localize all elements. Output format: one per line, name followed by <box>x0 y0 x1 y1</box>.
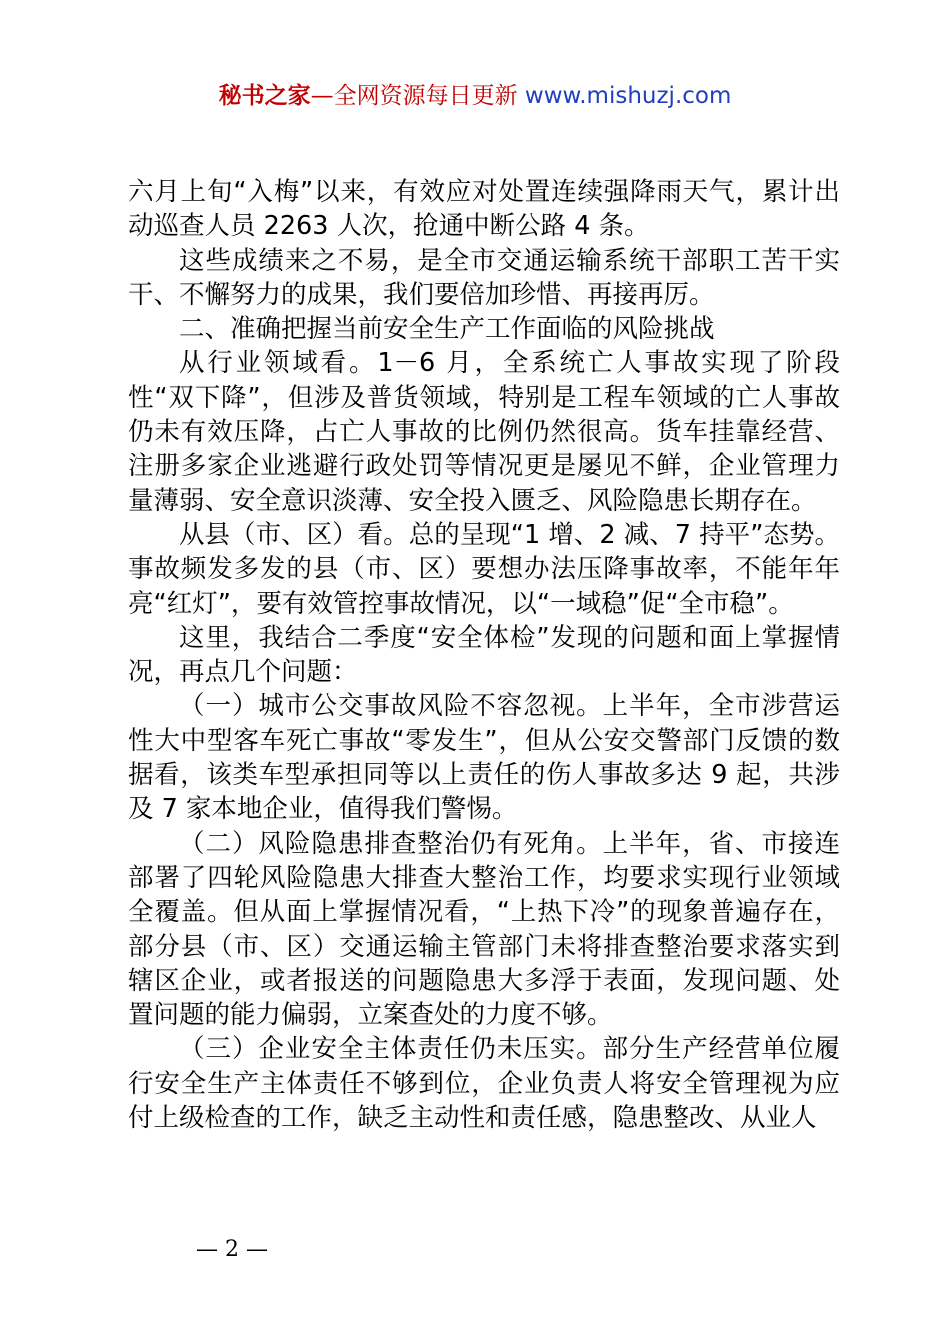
site-brand: 秘书之家 <box>218 83 311 109</box>
site-header <box>0 80 950 112</box>
body-paragraph: （三）企业安全主体责任仍未压实。部分生产经营单位履行安全生产主体责任不够到位，企业负责人将安全管理视为应付上级检查的工作，缺乏主动性和责任感，隐患整改、从业人 <box>128 1034 840 1134</box>
page-number: — 2 — <box>196 1237 268 1262</box>
body-paragraph: 这里，我结合二季度“安全体检”发现的问题和面上掌握情况，再点几个问题： <box>128 622 840 688</box>
body-paragraph: （二）风险隐患排查整治仍有死角。上半年，省、市接连部署了四轮风险隐患大排查大整治工作，均要求实现行业领域全覆盖。但从面上掌握情况看，“上热下冷”的现象普遍存在，部分县（市、区）交通运输主管部门未将排查整治要求落实到辖区企业，或者报送的问题隐患大多浮于表面，发现问题、处置问题的能力偏弱，立案查处的力度不够。 <box>128 828 840 1031</box>
body-paragraph: 从县（市、区）看。总的呈现“1 增、2 减、7 持平”态势。事故频发多发的县（市、区）要想办法压降事故率，不能年年亮“红灯”，要有效管控事故情况，以“一域稳”促“全市稳”。 <box>128 519 840 619</box>
section-heading: 二、准确把握当前安全生产工作面临的风险挑战 <box>179 314 715 345</box>
body-paragraph: 这些成绩来之不易，是全市交通运输系统干部职工苦干实干、不懈努力的成果，我们要倍加珍惜、再接再厉。 <box>128 245 840 310</box>
document-body <box>128 175 840 1135</box>
site-url-link[interactable]: www.mishuzj.com <box>524 83 732 109</box>
body-paragraph: （一）城市公交事故风险不容忽视。上半年，全市涉营运性大中型客车死亡事故“零发生”，但从公安交警部门反馈的数据看，该类车型承担同等以上责任的伤人事故多达 9 起，共涉及 7 家本地企业，值得我们警惕。 <box>128 691 840 825</box>
site-slogan: —全网资源每日更新 <box>310 83 518 109</box>
body-paragraph: 六月上旬“入梅”以来，有效应对处置连续强降雨天气，累计出动巡查人员 2263 人次，抢通中断公路 4 条。 <box>128 177 840 242</box>
body-paragraph: 从行业领域看。1－6 月，全系统亡人事故实现了阶段性“双下降”，但涉及普货领域，特别是工程车领域的亡人事故仍未有效压降，占亡人事故的比例仍然很高。货车挂靠经营、注册多家企业逃避行政处罚等情况更是屡见不鲜，企业管理力量薄弱、安全意识淡薄、安全投入匮乏、风险隐患长期存在。 <box>128 348 840 516</box>
